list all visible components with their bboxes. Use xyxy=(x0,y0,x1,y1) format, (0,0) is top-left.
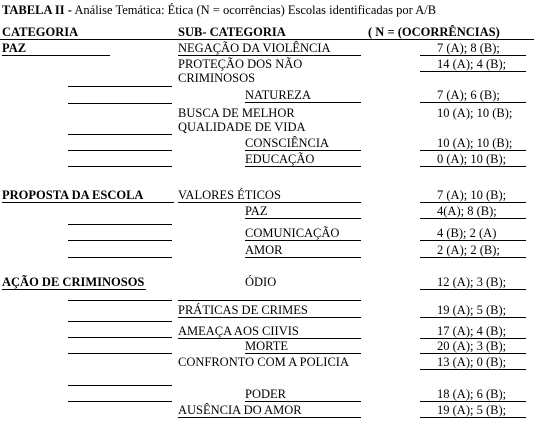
category-rule xyxy=(68,401,172,402)
occurrence-rule xyxy=(420,401,526,402)
subcategory-rule xyxy=(245,401,361,402)
occurrence-rule xyxy=(420,257,526,258)
subcategory-item: PAZ xyxy=(245,204,268,218)
occurrence-rule xyxy=(420,166,526,167)
subcategory-rule xyxy=(245,353,361,354)
subcategory-item: CRIMINOSOS xyxy=(178,71,256,85)
category-rule xyxy=(68,86,172,87)
category-rule xyxy=(68,257,172,258)
subcategory-rule xyxy=(178,417,361,418)
subcategory-rule xyxy=(245,218,361,219)
header-category: CATEGORIA xyxy=(2,25,79,39)
category-rule xyxy=(68,166,172,167)
occurrence-value: 17 (A); 4 (B); xyxy=(437,324,507,338)
occurrence-rule xyxy=(420,417,526,418)
subcategory-item: COMUNICAÇÃO xyxy=(245,226,340,240)
category-acao-de-criminosos: AÇÃO DE CRIMINOSOS xyxy=(2,275,145,289)
subcategory-item: BUSCA DE MELHOR xyxy=(178,106,295,120)
subcategory-item: QUALIDADE DE VIDA xyxy=(178,120,306,134)
occurrence-rule xyxy=(420,102,526,103)
subcategory-item: EDUCAÇÃO xyxy=(245,152,315,166)
subcategory-item: AMEAÇA AOS CIIVIS xyxy=(178,324,299,338)
subcategory-item: VALORES ÉTICOS xyxy=(178,188,281,202)
occurrence-rule xyxy=(420,150,526,151)
header-occurrences: ( N = (OCORRÊNCIAS) xyxy=(368,25,500,39)
occurrence-value: 7 (A); 8 (B); xyxy=(437,41,500,55)
subcategory-rule xyxy=(178,338,361,339)
occurrence-value: 10 (A); 10 (B); xyxy=(437,106,513,120)
table-caption: Análise Temática: Ética (N = ocorrências) Escolas identificadas por A/B xyxy=(71,3,437,17)
occurrence-value: 12 (A); 3 (B); xyxy=(437,275,507,289)
occurrence-rule xyxy=(420,202,526,203)
header-subcategory: SUB- CATEGORIA xyxy=(178,25,286,39)
category-rule xyxy=(2,289,146,290)
subcategory-item: NATUREZA xyxy=(245,88,311,102)
subcategory-rule xyxy=(245,257,361,258)
header-rule xyxy=(0,39,534,40)
occurrence-value: 13 (A); 0 (B); xyxy=(437,355,507,369)
table-title xyxy=(2,4,436,17)
subcategory-rule xyxy=(245,150,361,151)
category-rule xyxy=(68,337,172,338)
subcategory-item: CONFRONTO COM A POLICIA xyxy=(178,355,349,369)
subcategory-rule xyxy=(178,202,361,203)
subcategory-rule xyxy=(245,102,361,103)
subcategory-item: PROTEÇÃO DOS NÃO xyxy=(178,57,303,71)
table-number: TABELA II - xyxy=(2,3,72,17)
subcategory-item: MORTE xyxy=(245,339,288,353)
category-rule xyxy=(68,240,172,241)
subcategory-item: AMOR xyxy=(245,243,283,257)
occurrence-value: 19 (A); 5 (B); xyxy=(437,403,507,417)
subcategory-rule xyxy=(178,300,361,301)
category-rule xyxy=(68,385,172,386)
category-proposta-da-escola: PROPOSTA DA ESCOLA xyxy=(2,188,144,202)
subcategory-item: NEGAÇÃO DA VIOLÊNCIA xyxy=(178,41,331,55)
occurrence-value: 20 (A); 3 (B); xyxy=(437,339,507,353)
occurrence-value: 4(A); 8 (B); xyxy=(437,204,497,218)
subcategory-rule xyxy=(178,317,361,318)
category-rule xyxy=(68,224,172,225)
occurrence-value: 19 (A); 5 (B); xyxy=(437,303,507,317)
category-rule xyxy=(68,300,172,301)
category-rule xyxy=(68,150,172,151)
occurrence-value: 7 (A); 10 (B); xyxy=(437,188,507,202)
subcategory-item: PODER xyxy=(245,387,286,401)
occurrence-rule xyxy=(420,369,526,370)
category-rule xyxy=(2,202,174,203)
occurrence-value: 2 (A); 2 (B); xyxy=(437,243,500,257)
occurrence-rule xyxy=(420,240,526,241)
subcategory-item: CONSCIÊNCIA xyxy=(245,136,330,150)
occurrence-rule xyxy=(420,353,526,354)
occurrence-value: 7 (A); 6 (B); xyxy=(437,88,500,102)
subcategory-rule xyxy=(178,55,361,56)
occurrence-rule xyxy=(420,55,526,56)
subcategory-item: AUSÊNCIA DO AMOR xyxy=(178,403,302,417)
subcategory-rule xyxy=(245,240,361,241)
category-rule xyxy=(68,103,172,104)
occurrence-rule xyxy=(420,317,526,318)
occurrence-value: 0 (A); 10 (B); xyxy=(437,152,507,166)
category-rule xyxy=(2,55,110,56)
category-rule xyxy=(68,353,172,354)
category-rule xyxy=(68,321,172,322)
occurrence-value: 14 (A); 4 (B); xyxy=(437,57,507,71)
category-rule xyxy=(68,134,172,135)
category-paz: PAZ xyxy=(2,41,27,55)
occurrence-rule xyxy=(420,289,526,290)
subcategory-item: ÓDIO xyxy=(245,275,277,289)
occurrence-rule xyxy=(420,338,526,339)
occurrence-rule xyxy=(420,71,526,72)
subcategory-item: PRÁTICAS DE CRIMES xyxy=(178,303,308,317)
occurrence-rule xyxy=(420,218,526,219)
occurrence-value: 10 (A); 10 (B); xyxy=(437,136,513,150)
occurrence-value: 4 (B); 2 (A) xyxy=(437,226,497,240)
occurrence-value: 18 (A); 6 (B); xyxy=(437,387,507,401)
subcategory-rule xyxy=(245,166,361,167)
